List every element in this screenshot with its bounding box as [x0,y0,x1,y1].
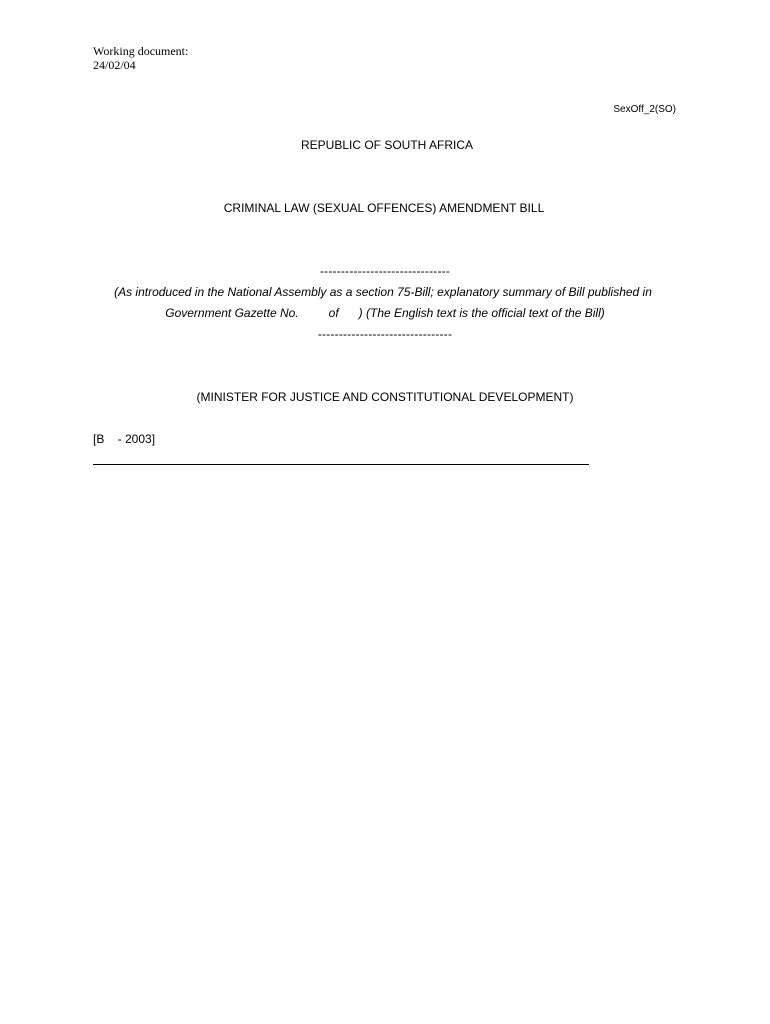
introduction-line-2 [0,306,770,320]
horizontal-rule [93,464,589,465]
working-document-date: 24/02/04 [93,58,136,72]
gazette-label: Government Gazette No. [165,306,299,320]
minister-line: (MINISTER FOR JUSTICE AND CONSTITUTIONAL DEVELOPMENT) [196,390,574,404]
separator-dashes-bottom: -------------------------------- [317,327,453,341]
separator-dashes-top: ------------------------------- [319,264,451,278]
bill-number: [B - 2003] [93,432,156,446]
working-document-note [93,44,188,72]
document-reference: SexOff_2(SO) [613,104,676,115]
republic-heading: REPUBLIC OF SOUTH AFRICA [300,138,474,152]
working-document-label: Working document: [93,44,189,58]
bill-title: CRIMINAL LAW (SEXUAL OFFENCES) AMENDMENT BILL [223,201,545,215]
official-text-note: ) (The English text is the official text of the Bill) [358,306,605,320]
gazette-of: of [328,306,339,320]
introduction-line-1: (As introduced in the National Assembly as a section 75-Bill; explanatory summary of Bill published in [114,285,652,299]
